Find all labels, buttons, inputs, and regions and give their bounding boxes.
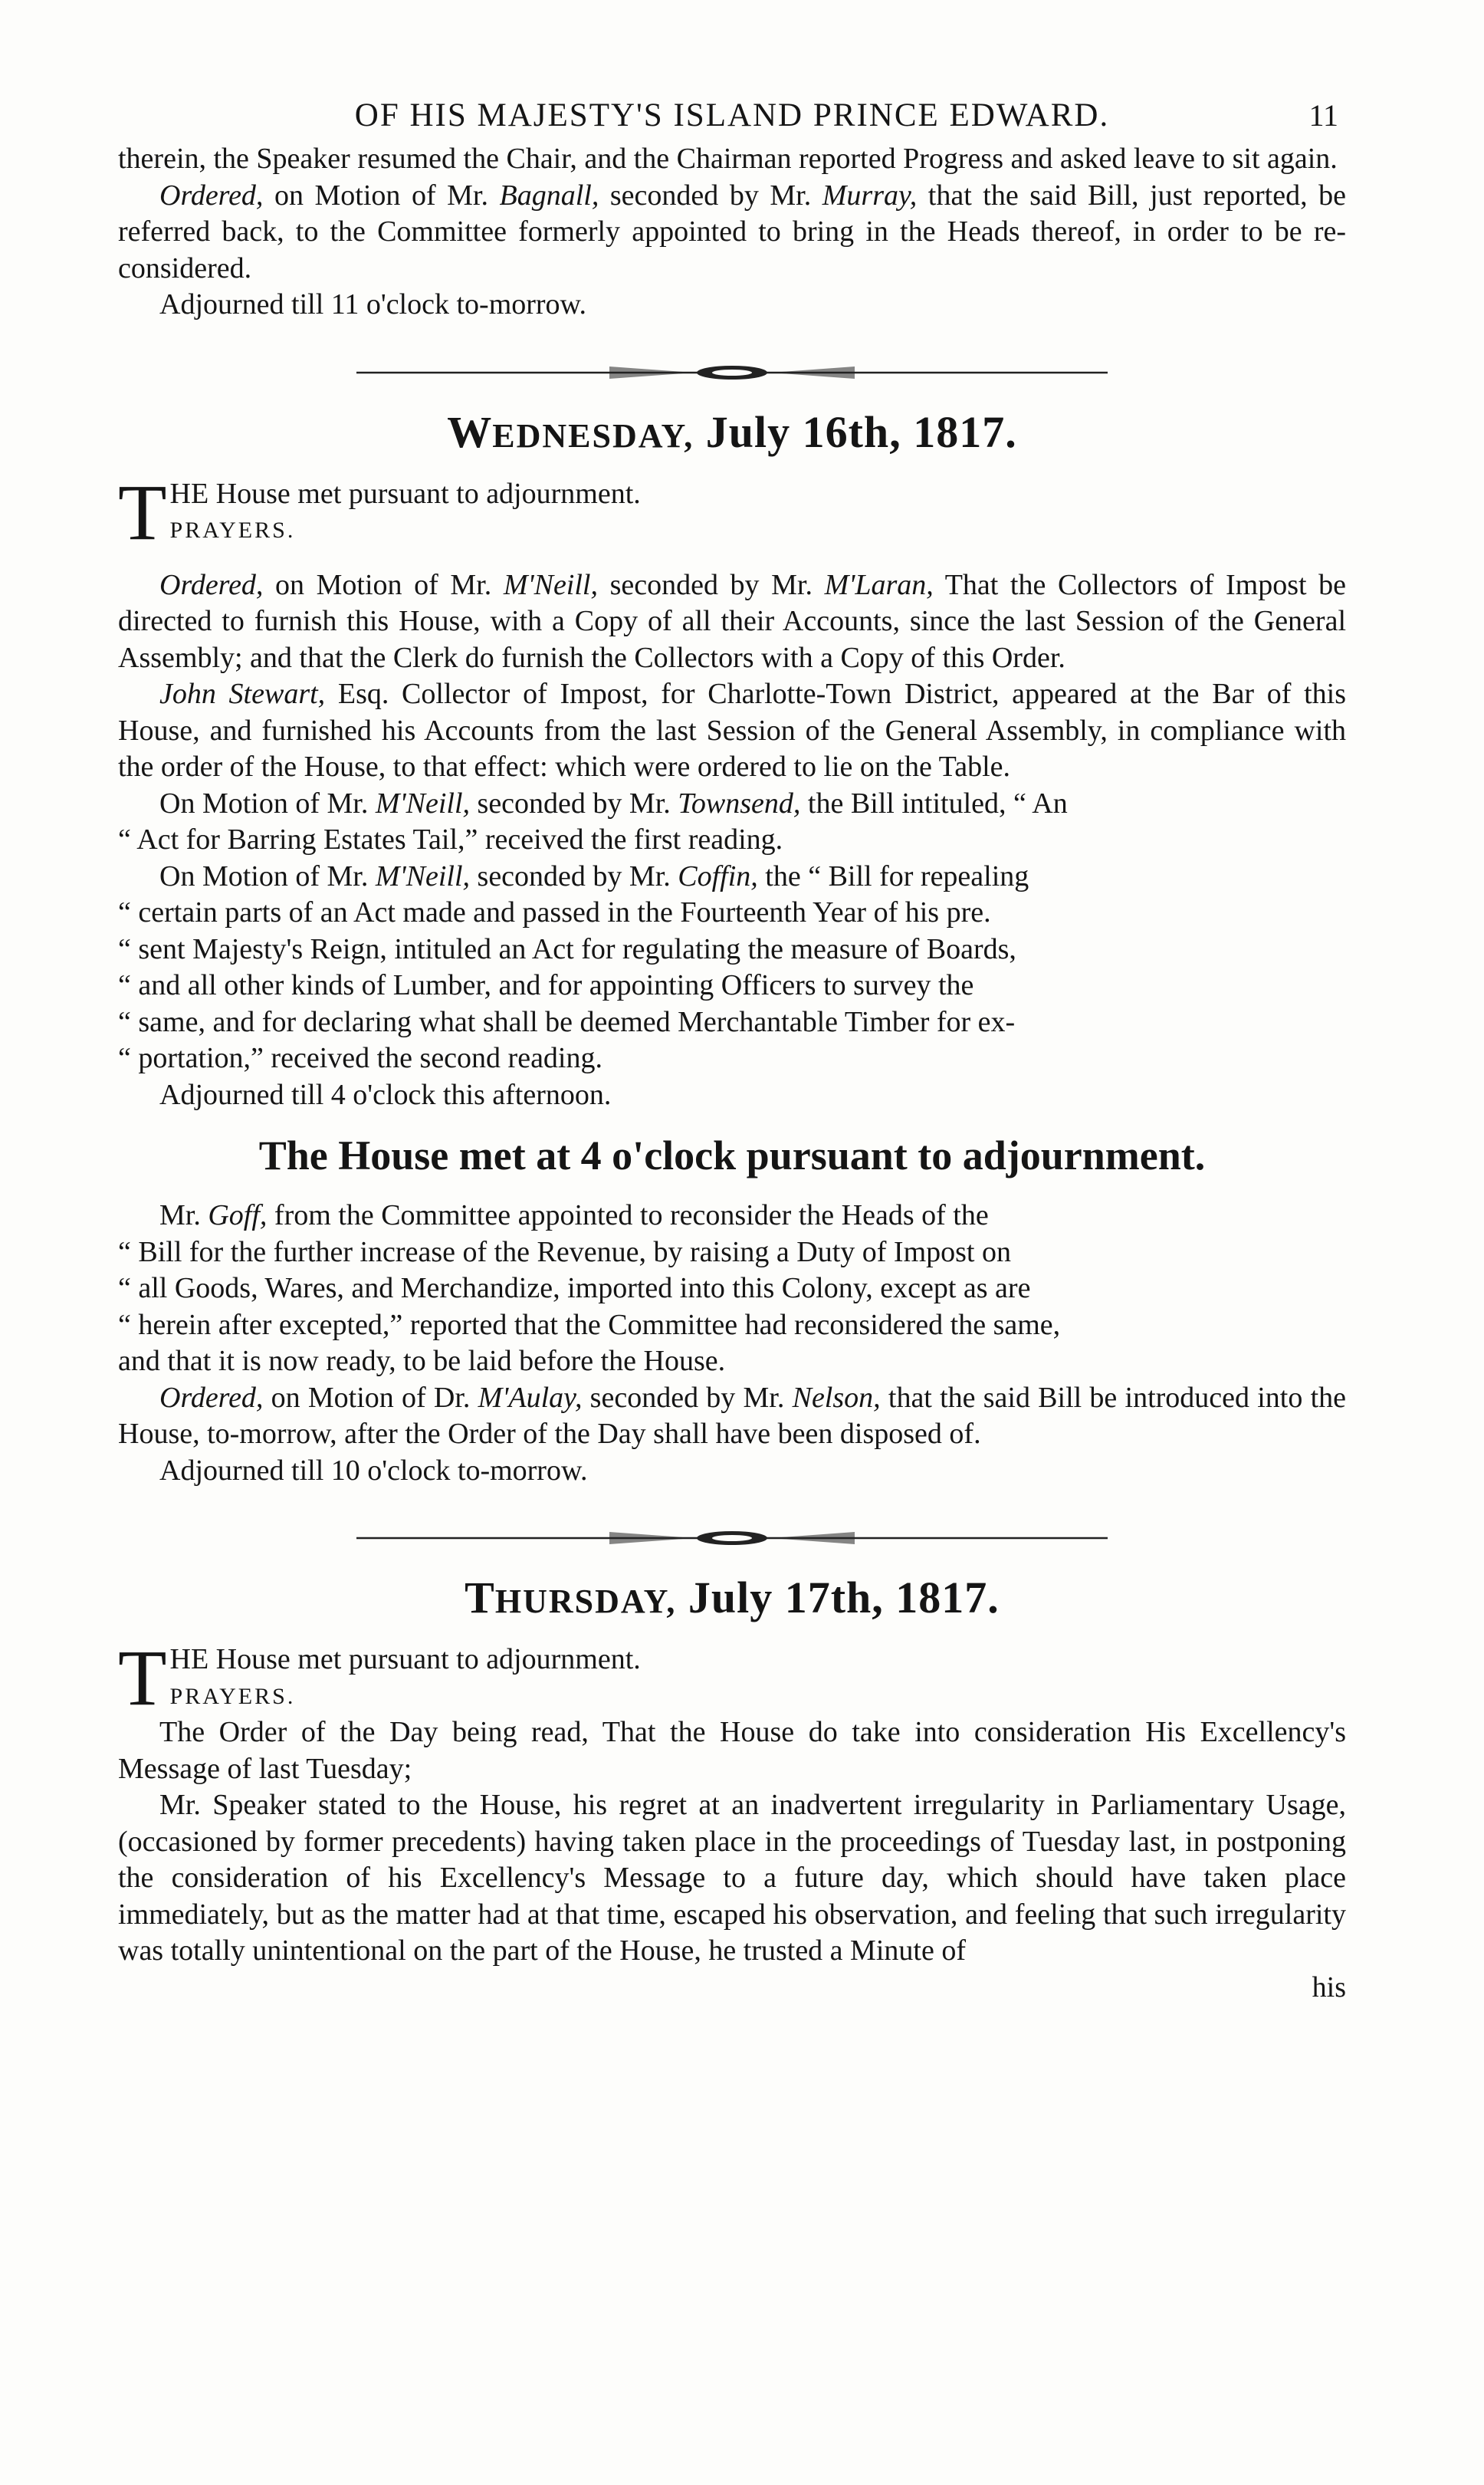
motion-paragraph: On Motion of Mr. M'Neill, seconded by Mr. Townsend, the Bill intituled, “ An <box>159 787 1068 820</box>
thursday-proceedings <box>118 1714 1346 2006</box>
quoted-line: “ sent Majesty's Reign, intituled an Act for regulating the measure of Boards, <box>118 932 1016 965</box>
page-number: 11 <box>1308 98 1338 133</box>
member-name: M'Aulay, <box>478 1381 583 1414</box>
wednesday-proceedings <box>118 567 1346 1114</box>
order-paragraph: Ordered, on Motion of Mr. M'Neill, seconded by Mr. M'Laran, That the Collectors of Impost be directed to furnish this House, with a Copy of all their Accounts, since the last Session of the General Assembly; and that the Clerk do furnish the Collectors with a Copy of this Order. <box>118 568 1346 674</box>
quoted-line: “ herein after excepted,” reported that the Committee had reconsidered the same, <box>118 1308 1061 1341</box>
carryover-order-paragraph: Ordered, on Motion of Mr. Bagnall, seconded by Mr. Murray, that the said Bill, just reported, be referred back, to the Committee formerly appointed to bring in the Heads thereof, in order to be re-considered. <box>118 179 1347 284</box>
drop-cap: T <box>118 468 167 557</box>
member-name: M'Laran, <box>824 568 934 601</box>
adjournment-line: Adjourned till 10 o'clock to-morrow. <box>159 1454 588 1487</box>
carryover-section <box>118 141 1346 324</box>
quoted-line: “ all Goods, Wares, and Merchandize, imported into this Colony, except as are <box>118 1272 1031 1304</box>
ordered-italic: Ordered, <box>159 179 264 212</box>
adjournment-line: Adjourned till 4 o'clock this afternoon. <box>159 1078 612 1111</box>
adjournment-line: Adjourned till 11 o'clock to-morrow. <box>159 288 587 320</box>
member-name: John Stewart, <box>159 678 326 710</box>
member-name: Nelson, <box>792 1381 881 1414</box>
member-name: M'Neill, <box>375 787 471 820</box>
member-name: M'Neill, <box>503 568 598 601</box>
catchword: his <box>1312 1971 1346 2003</box>
stewart-paragraph: John Stewart, Esq. Collector of Impost, for Charlotte-Town District, appeared at the Bar of this House, and furnished his Accounts from the last Session of the General Assembly, in compliance with the order of the House, to that effect: which were ordered to lie on the Table. <box>118 678 1346 783</box>
member-name: Townsend, <box>678 787 801 820</box>
quoted-line: “ and all other kinds of Lumber, and for appointing Officers to survey the <box>118 969 974 1001</box>
opening-section-thursday <box>118 1634 1346 1722</box>
motion-paragraph: On Motion of Mr. M'Neill, seconded by Mr. Coffin, the “ Bill for repealing <box>159 860 1029 892</box>
committee-paragraph: Mr. Goff, from the Committee appointed to reconsider the Heads of the <box>159 1199 989 1231</box>
quoted-line: “ Act for Barring Estates Tail,” received the first reading. <box>118 823 783 856</box>
house-met-line: HE House met pursuant to adjournment. <box>169 477 641 510</box>
committee-last-line: and that it is now ready, to be laid before the House. <box>118 1345 726 1377</box>
carryover-paragraph: therein, the Speaker resumed the Chair, and the Chairman reported Progress and asked leave to sit again. <box>118 143 1338 175</box>
ornamental-divider <box>356 357 1108 388</box>
afternoon-proceedings <box>118 1198 1346 1489</box>
running-head-title: OF HIS MAJESTY'S ISLAND PRINCE EDWARD. <box>354 97 1110 133</box>
member-name: Coffin, <box>678 860 758 892</box>
quoted-line: “ same, and for declaring what shall be deemed Merchantable Timber for ex- <box>118 1005 1016 1038</box>
quoted-line: “ Bill for the further increase of the Revenue, by raising a Duty of Impost on <box>118 1235 1011 1268</box>
house-met-line: HE House met pursuant to adjournment. <box>169 1643 641 1675</box>
order-paragraph: Ordered, on Motion of Dr. M'Aulay, seconded by Mr. Nelson, that the said Bill be introduced into the House, to-morrow, after the Order of the Day shall have been disposed of. <box>118 1381 1347 1450</box>
member-name: Murray, <box>822 179 918 212</box>
opening-section-wednesday <box>118 468 1346 557</box>
quoted-line: “ portation,” received the second reading. <box>118 1042 602 1074</box>
date-heading-thursday: THURSDAY, July 17th, 1817. <box>465 1573 1000 1622</box>
ornamental-divider <box>356 1523 1108 1553</box>
quoted-line: “ certain parts of an Act made and passed in the Fourteenth Year of his pre. <box>118 896 991 929</box>
prayers-line: PRAYERS. <box>169 518 296 543</box>
speaker-paragraph: Mr. Speaker stated to the House, his regret at an inadvertent irregularity in Parliamentary Usage, (occasioned by former precedents) having taken place in the proceedings of Tuesday last, in postponing the consideration of his Excellency's Message to a future day, which should have taken place immediately, but as the matter had at that time, escaped his observation, and feeling that such irregularity was totally unintentional on the part of the House, he trusted a Minute of <box>118 1789 1346 1967</box>
running-head <box>118 90 1346 141</box>
date-heading-wednesday: WEDNESDAY, July 16th, 1817. <box>447 406 1017 457</box>
member-name: Bagnall, <box>499 179 599 212</box>
prayers-line: PRAYERS. <box>169 1683 296 1709</box>
order-of-day-paragraph: The Order of the Day being read, That the House do take into consideration His Excellency's Message of last Tuesday; <box>118 1716 1346 1785</box>
member-name: M'Neill, <box>375 860 471 892</box>
drop-cap: T <box>118 1634 167 1722</box>
afternoon-heading: The House met at 4 o'clock pursuant to adjournment. <box>258 1132 1206 1178</box>
member-name: Goff, <box>208 1199 268 1231</box>
